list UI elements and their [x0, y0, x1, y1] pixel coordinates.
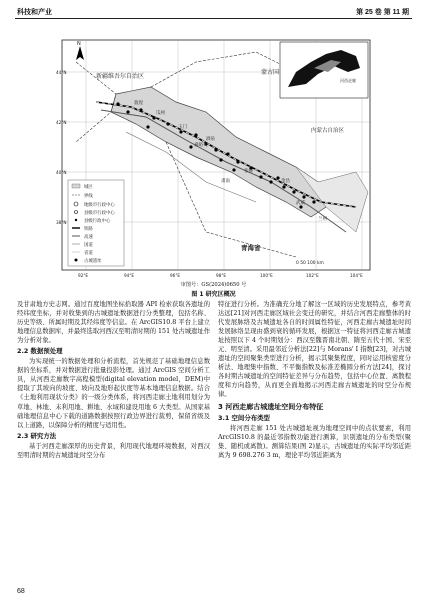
label-qinghai: 青海省 [241, 244, 261, 252]
svg-text:96°E: 96°E [170, 273, 181, 278]
paragraph: 及甘肃地方史志网。通过百度地图坐标拾取器 API 检索获取各遗址的经纬度坐标，并对收集到的古城遗址数据进行分类整理，包括名称、历史等级、所属时期及其经纬度等信息。在 ArcGIS10.8 平台上建立地理信息数据库，并最终选取河西汉至明清时期的 151 处古城遗址作为分析对象。 [17, 301, 210, 345]
label-mongolia: 蒙古国 [261, 69, 280, 76]
label-innermongolia: 内蒙古自治区 [311, 128, 345, 134]
inset-map [280, 42, 368, 98]
city-label: 敦煌 [134, 101, 143, 106]
section-heading: 3 河西走廊古城遗址空间分布特征 [218, 402, 324, 411]
svg-text:100°E: 100°E [260, 273, 273, 278]
journal-name: 科技和产业 [17, 9, 52, 16]
svg-text:104°E: 104°E [350, 273, 363, 278]
svg-text:42°N: 42°N [56, 120, 67, 125]
legend-label: 县级行政中心 [84, 219, 111, 224]
svg-text:44°N: 44°N [56, 70, 67, 75]
legend-label: 古城遗址 [84, 259, 102, 264]
city-label: 瓜州 [156, 111, 165, 116]
paragraph: 特征进行分析。为准确充分地了解这一区域的历史发展特点，参考黄达远[21]对河西走廊区域社会变迁的研究，并结合河西走廊整体的时代发展脉络及古城遗址各自的时间属性特征，河西走廊古城遗址时间发展脉络呈现由盛到衰的循环发展，根据这一特征将河西走廊古城遗址按照以下 4 个时期划分：西汉至魏晋南北朝、隋至五代十国、宋至元、明至清。采用最邻近分析法[22]与 Morans' I 指数[23]，对古城遗址的空间聚集类型进行分析，揭示其聚集程度，同时运用核密度分析法、地理集中指数、不平衡指数及标准差椭圆分析方法[24]，探讨各时期古城遗址的空间特征差异与分布趋势，包括中心位置、离散程度和方向趋势，从而更全面地揭示河西走廊古城遗址的时空分布规律。 [218, 301, 411, 399]
paragraph: 为实现统一的数据处理和分析流程，首先规范了基础地理信息数据的坐标系，并对数据进行批量投影处理。通过 ArcGIS 空间分析工具，从河西走廊数字高程模型(digital elevation model，DEM)中提取了其坡向的坡度、坡向及地形起伏度等基本地理信息数据。结合《土地利用现状分类》的一级分类体系，将河西走廊土地利用划分为草地、林地、未利用地、耕地、水域和建设用地 6 大类型。从国家基础地理信息中心下载的道路数据按照行政边界进行裁剪，保留省级及以上道路，以保障分析的精度与适用性。 [17, 358, 210, 429]
city-label: 酒泉 [206, 137, 215, 142]
svg-text:102°E: 102°E [306, 273, 319, 278]
map-svg [56, 32, 374, 278]
map-review-number: 审图号：GS(2024)0650 号 [180, 282, 247, 288]
svg-text:N: N [77, 41, 81, 47]
legend-label: 县级市行政中心 [84, 211, 115, 216]
legend-label: 高速 [84, 235, 93, 240]
page-number: 68 [17, 588, 25, 595]
city-label: 兰州 [318, 217, 327, 222]
legend-label: 铁路 [84, 227, 93, 232]
right-column [218, 300, 411, 460]
city-label: 武威 [296, 201, 305, 206]
label-xinjiang: 新疆维吾尔自治区 [96, 73, 145, 80]
svg-text:98°E: 98°E [216, 273, 227, 278]
paragraph: 基于河西走廊深厚的历史背景，利用现代地理环境数据，对西汉至明清时期的古城遗址时空分布 [17, 442, 210, 459]
section-heading: 2.3 研究方法 [17, 431, 57, 440]
section-heading: 2.2 数据预处理 [17, 347, 63, 356]
header-rule [15, 18, 412, 19]
city-label: 金昌 [281, 179, 290, 184]
legend-label: 城区 [84, 185, 93, 190]
study-area-map [56, 32, 374, 278]
scale-bar: 0 50 100 km [296, 261, 324, 266]
left-column [17, 300, 210, 460]
figure-caption: 图 1 研究区概况 [191, 291, 236, 298]
city-label: 肃南 [221, 179, 230, 184]
legend-label: 界线 [84, 194, 93, 199]
city-label: 嘉峪关 [194, 143, 208, 148]
svg-text:92°E: 92°E [78, 273, 89, 278]
city-label: 玉门 [178, 125, 187, 130]
legend-label: 省道 [84, 251, 93, 256]
svg-text:38°N: 38°N [56, 220, 67, 225]
issue-info: 第 25 卷 第 11 期 [356, 9, 409, 16]
inset-corridor-label: 河西走廊 [340, 78, 356, 83]
legend-label: 国道 [84, 243, 93, 248]
legend-label: 地级市行政中心 [84, 203, 115, 208]
svg-text:40°N: 40°N [56, 170, 67, 175]
paragraph: 将河西走廊 151 处古城遗址视为地理空间中的点状要素，利用 ArcGIS10.8 的最近邻指数功能进行测算，识别遗址的分布类型(聚集、随机或离散)。测算结果(图 2)显示，古城遗址的实际平均邻近距离为 9 698.276 3 m，理论平均邻近距离为 [218, 424, 411, 459]
subsection-heading: 3.1 空间分布类型 [218, 413, 270, 422]
map-legend [68, 180, 124, 266]
svg-text:94°E: 94°E [124, 273, 135, 278]
city-label: 张掖 [244, 169, 253, 174]
